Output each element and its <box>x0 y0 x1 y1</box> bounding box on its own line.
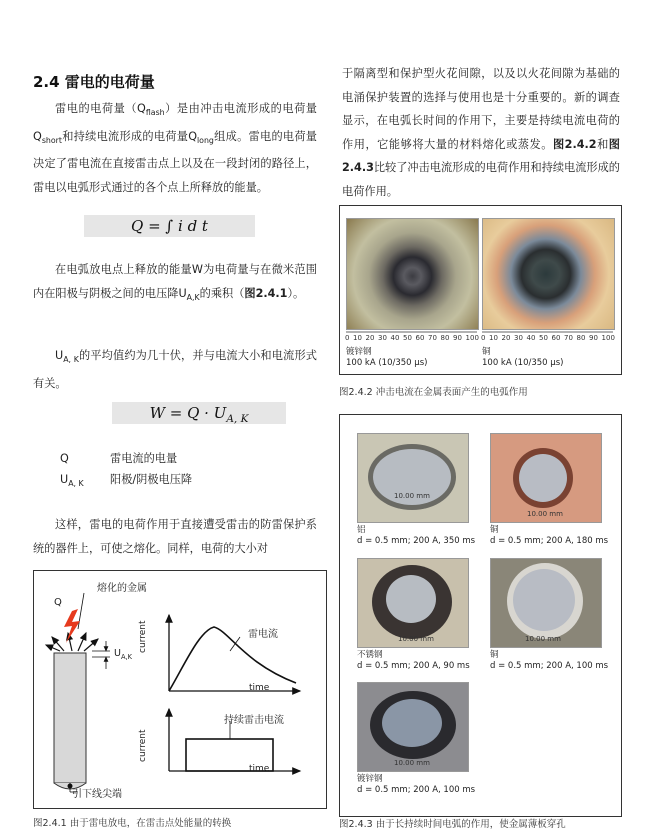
definition-q: Q 雷电流的电量 <box>60 452 178 465</box>
photo-label-galvanized: 镀锌钢 d = 0.5 mm; 200 A, 100 ms <box>357 774 476 795</box>
scale-labels-right: 0 10 20 30 40 50 60 70 80 90 100 <box>481 334 615 342</box>
figure-2-4-1 <box>33 570 327 809</box>
symbol-definitions <box>60 448 192 494</box>
photo-label-right: 铜 100 kA (10/350 μs) <box>482 347 564 368</box>
paragraph-energy: 在电弧放电点上释放的能量W为电荷量与在微米范围内在阳极与阴极之间的电压降$U_{A,K}$的乘积（图2.4.1）。 <box>33 263 317 302</box>
chart1-title: 雷电流 <box>248 629 278 640</box>
photo-label-stainless: 不锈钢 d = 0.5 mm; 200 A, 90 ms <box>357 650 470 671</box>
label-molten-metal: 熔化的金属 <box>97 583 147 594</box>
section-title: 2.4 雷电的电荷量 <box>33 73 155 91</box>
chart2-xlabel: time <box>249 764 270 774</box>
definition-uak: $U_{A, K}$ 阳极/阴极电压降 <box>60 473 193 489</box>
paragraph-charge-intro: 雷电的电荷量$(Q_{flash})$是由冲击电流形成的电荷量$Q_{short}$和持续电流形成的电荷量$Q_{long}$组成。雷电的电荷量决定了雷电流在直接雷击点上以及在一段封闭的路径上，雷电以电弧形式通过的各个点上所释放的能量。 <box>33 102 317 194</box>
energy-conversion-diagram <box>34 571 326 808</box>
aluminium-photo: 10.00 mm <box>357 433 469 523</box>
photo-label-copper-2: 铜 d = 0.5 mm; 200 A, 100 ms <box>490 650 609 671</box>
paragraph-voltage: $U_{A, K}$的平均值约为几十伏，并与电流大小和电流形式有关。 <box>33 349 317 390</box>
label-q: Q <box>54 597 62 608</box>
lightning-icon <box>64 609 80 643</box>
figure-2-4-3 <box>339 414 622 817</box>
photo-label-left: 镀锌钢 100 kA (10/350 μs) <box>346 347 428 368</box>
formula-charge: Q = ∫ i d t <box>84 215 255 237</box>
galvanized-steel-photo <box>346 218 479 330</box>
copper-photo <box>482 218 615 330</box>
photo-label-aluminium: 铝 d = 0.5 mm; 200 A, 350 ms <box>357 525 476 546</box>
figure-2-4-2 <box>339 205 622 375</box>
copper-photo-1: 10.00 mm <box>490 433 602 523</box>
paragraph-melting: 这样，雷电的电荷作用于直接遭受雷击的防雷保护系统的器件上，可使之熔化。同样，电荷的大小对 <box>33 518 317 555</box>
paragraph-spark-gap: 于隔离型和保护型火花间隙，以及以火花间隙为基础的电涌保护装置的选择与使用也是十分重要的。新的调查显示，在电弧长时间的作用下，主要是持续电流电荷的作用，它能够将大量的材料熔化或蒸发。图2.4.2和图2.4.3比较了冲击电流形成的电荷作用和持续电流形成的电荷作用。 <box>342 67 620 198</box>
label-rod-tip: 引下线尖端 <box>72 789 122 800</box>
stainless-steel-photo: 10.00 mm <box>357 558 469 648</box>
figure-caption-2-4-1: 图2.4.1 由于雷电放电，在雷击点处能量的转换 <box>33 818 232 829</box>
chart2-ylabel: current <box>138 729 148 762</box>
scale-labels-left: 0 10 20 30 40 50 60 70 80 90 100 <box>345 334 479 342</box>
formula-energy: $W = Q \cdot U_{A, K}$ <box>112 402 286 424</box>
chart1-ylabel: current <box>138 620 148 653</box>
chart1-xlabel: time <box>249 683 270 693</box>
figure-caption-2-4-2: 图2.4.2 冲击电流在金属表面产生的电弧作用 <box>339 387 528 398</box>
copper-photo-2: 10.00 mm <box>490 558 602 648</box>
figure-ref: 图2.4.1 <box>244 286 288 300</box>
down-conductor-rod <box>54 653 86 783</box>
label-uak: $U_{A,K}$ <box>114 648 132 661</box>
figure-caption-2-4-3: 图2.4.3 由于长持续时间电弧的作用，使金属薄板穿孔 <box>339 819 566 830</box>
photo-label-copper-1: 铜 d = 0.5 mm; 200 A, 180 ms <box>490 525 609 546</box>
chart2-title: 持续雷击电流 <box>224 715 284 726</box>
galvanized-steel-photo-2: 10.00 mm <box>357 682 469 772</box>
